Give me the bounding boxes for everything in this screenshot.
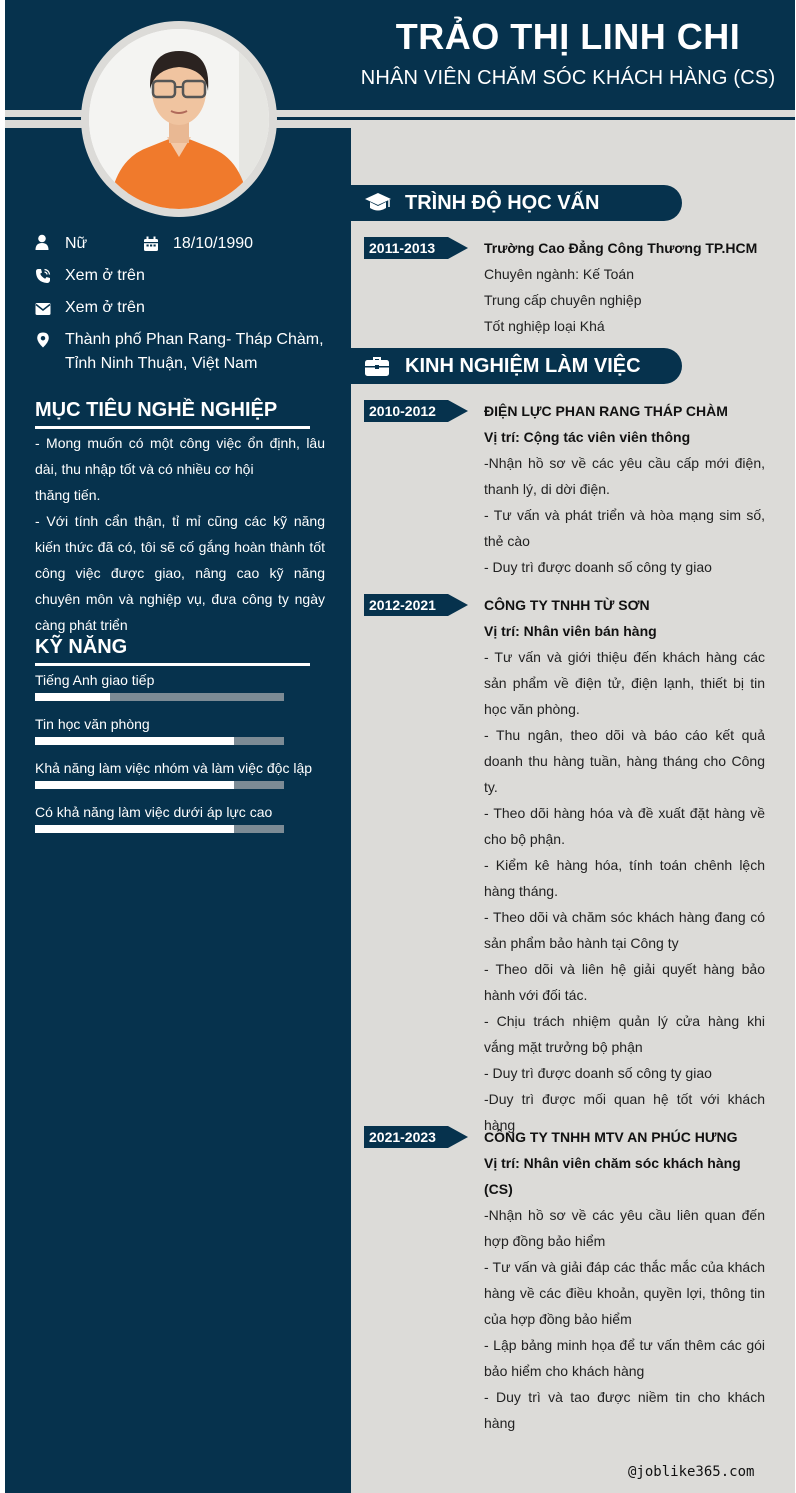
skill-bar-fill bbox=[35, 781, 234, 789]
job-position: Vị trí: Cộng tác viên viên thông bbox=[484, 429, 691, 445]
briefcase-icon bbox=[364, 354, 390, 378]
birthdate-value: 18/10/1990 bbox=[173, 235, 254, 252]
job-duty: - Kiểm kê hàng hóa, tính toán chênh lệch hàng tháng. bbox=[484, 857, 765, 899]
company-name: CÔNG TY TNHH TỪ SƠN bbox=[484, 597, 650, 613]
candidate-role: NHÂN VIÊN CHĂM SÓC KHÁCH HÀNG (CS) bbox=[360, 67, 776, 89]
job-duty: - Duy trì được doanh số công ty giao bbox=[484, 1065, 712, 1081]
date-tag-label: 2012-2021 bbox=[369, 597, 436, 613]
objective-paragraph: - Với tính cẩn thận, tỉ mỉ cũng các kỹ năng kiến thức đã có, tôi sẽ cố gắng hoàn thành tốt công việc được giao, nâng cao kỹ năng chuyên môn và nghiệp vụ, đưa công ty ngày càng phát triển bbox=[35, 513, 325, 633]
graduation-cap-icon bbox=[364, 191, 392, 215]
skill-bar bbox=[35, 693, 284, 701]
address-line-2: Tỉnh Ninh Thuận, Việt Nam bbox=[65, 355, 258, 372]
skill-bar-fill bbox=[35, 693, 110, 701]
job-duty: - Duy trì được doanh số công ty giao bbox=[484, 559, 712, 575]
skill-bar-fill bbox=[35, 737, 234, 745]
job-duty: - Tư vấn và phát triển và hòa mạng sim số, thẻ cào bbox=[484, 507, 765, 549]
job-entry bbox=[484, 1124, 765, 1436]
date-tag-label: 2010-2012 bbox=[369, 403, 436, 419]
job-position: Vị trí: Nhân viên chăm sóc khách hàng (CS) bbox=[484, 1155, 741, 1197]
job-duty: -Duy trì được mối quan hệ tốt với khách hàng bbox=[484, 1091, 765, 1133]
education-entry bbox=[484, 235, 765, 339]
experience-section-header bbox=[351, 348, 682, 384]
job-duty: - Duy trì và tao được niềm tin cho khách hàng bbox=[484, 1389, 765, 1431]
date-tag-label: 2021-2023 bbox=[369, 1129, 436, 1145]
job-duty: - Theo dõi hàng hóa và đề xuất đặt hàng về cho bộ phận. bbox=[484, 805, 765, 847]
objective-heading: MỤC TIÊU NGHỀ NGHIỆP bbox=[35, 399, 278, 421]
gender-value: Nữ bbox=[65, 235, 88, 252]
skill-label: Khả năng làm việc nhóm và làm việc độc lập bbox=[35, 760, 313, 776]
date-tag bbox=[364, 237, 468, 259]
skill-bar-fill bbox=[35, 825, 234, 833]
education-line: Chuyên ngành: Kế Toán bbox=[484, 266, 634, 282]
job-duty: - Tư vấn và giải đáp các thắc mắc của khách hàng về các điều khoản, quyền lợi, thông tin của hợp đồng bảo hiểm bbox=[484, 1259, 765, 1327]
skill-label: Có khả năng làm việc dưới áp lực cao bbox=[35, 804, 273, 820]
objective-paragraph: - Mong muốn có một công việc ổn định, lâu dài, thu nhập tốt và có nhiều cơ hội bbox=[35, 435, 325, 477]
job-entry bbox=[484, 592, 765, 1138]
skill-label: Tiếng Anh giao tiếp bbox=[35, 672, 155, 688]
job-duty: - Thu ngân, theo dõi và báo cáo kết quả doanh thu hàng tuần, hàng tháng cho Công ty. bbox=[484, 727, 765, 795]
education-line: Trung cấp chuyên nghiệp bbox=[484, 292, 642, 308]
skills-rule bbox=[35, 663, 310, 666]
objective-rule bbox=[35, 426, 310, 429]
job-entry bbox=[484, 398, 765, 580]
date-tag bbox=[364, 1126, 468, 1148]
skill-bar bbox=[35, 781, 284, 789]
skills-heading: KỸ NĂNG bbox=[35, 636, 128, 658]
objective-text bbox=[35, 430, 325, 638]
phone-value: Xem ở trên bbox=[65, 267, 145, 284]
skill-label: Tin học văn phòng bbox=[35, 716, 150, 732]
date-tag bbox=[364, 594, 468, 616]
phone-icon bbox=[35, 268, 51, 284]
objective-paragraph: thăng tiến. bbox=[35, 487, 101, 503]
email-icon bbox=[35, 301, 51, 317]
job-position: Vị trí: Nhân viên bán hàng bbox=[484, 623, 657, 639]
avatar bbox=[89, 29, 269, 209]
candidate-name: TRẢO THỊ LINH CHI bbox=[395, 16, 741, 57]
education-line: Tốt nghiệp loại Khá bbox=[484, 318, 605, 334]
education-heading: TRÌNH ĐỘ HỌC VẤN bbox=[405, 192, 600, 214]
job-duty: - Theo dõi và chăm sóc khách hàng đang có sản phẩm bảo hành tại Công ty bbox=[484, 909, 765, 951]
job-duty: - Theo dõi và liên hệ giải quyết hàng bảo hành với đối tác. bbox=[484, 961, 765, 1003]
job-duty: - Chịu trách nhiệm quản lý cửa hàng khi vắng mặt trưởng bộ phận bbox=[484, 1013, 765, 1055]
job-duty: - Lập bảng minh họa để tư vấn thêm các gói bảo hiểm cho khách hàng bbox=[484, 1337, 765, 1379]
company-name: CÔNG TY TNHH MTV AN PHÚC HƯNG bbox=[484, 1129, 738, 1145]
education-section-header bbox=[351, 185, 682, 221]
experience-heading: KINH NGHIỆM LÀM VIỆC bbox=[405, 355, 641, 377]
skill-bar bbox=[35, 825, 284, 833]
location-pin-icon bbox=[35, 332, 51, 348]
date-tag bbox=[364, 400, 468, 422]
email-value: Xem ở trên bbox=[65, 299, 145, 316]
address-line-1: Thành phố Phan Rang- Tháp Chàm, bbox=[65, 331, 324, 348]
user-icon bbox=[34, 234, 50, 250]
skill-bar bbox=[35, 737, 284, 745]
job-duty: -Nhận hồ sơ về các yêu cầu liên quan đến hợp đồng bảo hiểm bbox=[484, 1207, 765, 1249]
school-name: Trường Cao Đẳng Công Thương TP.HCM bbox=[484, 240, 758, 256]
date-tag-label: 2011-2013 bbox=[369, 240, 436, 256]
footer-watermark: @joblike365.com bbox=[628, 1464, 755, 1480]
calendar-icon bbox=[143, 236, 159, 252]
job-duty: - Tư vấn và giới thiệu đến khách hàng các sản phẩm về điện tử, điện lạnh, thiết bị tin học văn phòng. bbox=[484, 649, 765, 717]
company-name: ĐIỆN LỰC PHAN RANG THÁP CHÀM bbox=[484, 403, 728, 419]
job-duty: -Nhận hồ sơ về các yêu cầu cấp mới điện, thanh lý, di dời điện. bbox=[484, 455, 765, 497]
